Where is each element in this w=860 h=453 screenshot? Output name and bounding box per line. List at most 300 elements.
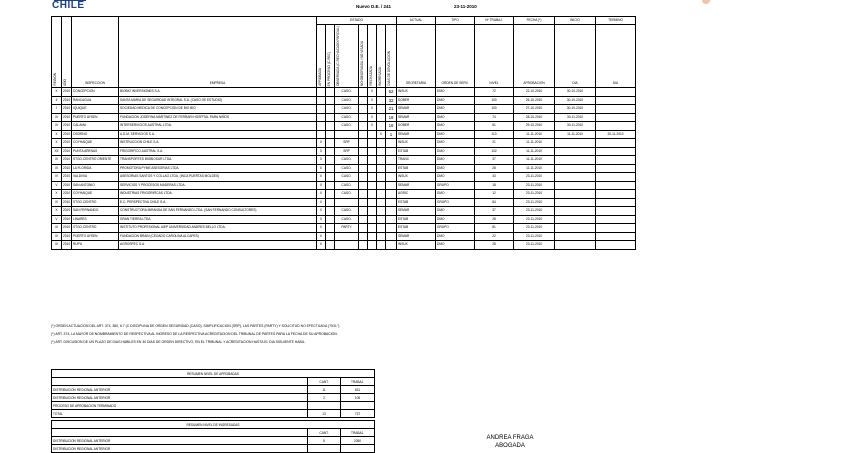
cell-apr: X <box>317 181 326 190</box>
cell-nov <box>359 88 368 97</box>
cell-empresa: ASESORIAS SANTOS Y COLLAO LTDA. (INCA PUERTAS MOLDES) <box>119 173 317 182</box>
cell-act: ESTAB <box>397 198 436 207</box>
cell-act: DOBER <box>397 122 436 131</box>
cell-obs: CASO. <box>335 96 359 105</box>
cell-dev <box>386 215 397 224</box>
table-row <box>52 224 636 233</box>
cell-fecha: 11-11-2010 <box>514 164 555 173</box>
col-ano: AÑO <box>62 17 72 88</box>
cell-ter <box>596 164 636 173</box>
cell-n: 28 <box>475 215 514 224</box>
table-row <box>52 198 636 207</box>
cell-pro <box>326 164 335 173</box>
table-row <box>52 113 636 122</box>
table-row <box>52 215 636 224</box>
cell-rec: X <box>368 122 377 131</box>
cell-ter <box>596 198 636 207</box>
cell-n: 81 <box>475 224 514 233</box>
summary-row <box>52 402 375 410</box>
cell-ano: 2010 <box>62 96 72 105</box>
cell-apr: X <box>317 139 326 148</box>
cell-rec <box>368 181 377 190</box>
cell-ter <box>596 232 636 241</box>
logo-text: CHILE <box>52 0 85 11</box>
cell-rec: X <box>368 88 377 97</box>
cell-obs: CASO. <box>335 88 359 97</box>
cell-apr <box>317 122 326 131</box>
cell-dev <box>386 173 397 182</box>
cell-rec <box>368 241 377 250</box>
col-inicio: INICIO <box>555 17 596 25</box>
cell-region: XI <box>52 241 62 250</box>
cell-n: 74 <box>475 113 514 122</box>
cell-insp: COYHAIQUE <box>72 139 119 148</box>
col-region: REGION <box>52 17 62 88</box>
cell-region: XII <box>52 147 62 156</box>
cell-obs: CASO. <box>335 156 359 165</box>
cell-empresa: PROMOTORA PYME ASESORIAS LTDA. <box>119 164 317 173</box>
cell-empresa: E.C. PERSPECTIVA CHILE S.A. <box>119 198 317 207</box>
cell-ing <box>377 122 386 131</box>
cell-ter <box>596 207 636 216</box>
cell-pro <box>326 156 335 165</box>
cell-ing <box>377 241 386 250</box>
cell-insp: STGO.CENTRO <box>72 224 119 233</box>
cell-ini <box>555 198 596 207</box>
cell-act: ESTAB <box>397 215 436 224</box>
cell-pro <box>326 88 335 97</box>
summary-row <box>52 437 375 445</box>
cell-apr: X <box>317 215 326 224</box>
cell-n: 21 <box>475 139 514 148</box>
cell-pro <box>326 139 335 148</box>
col-no-observada: NO OBSERVADA / NO VISADA <box>359 25 368 88</box>
col-en-proceso: EN PROCESO (C-REC) <box>326 25 335 88</box>
cell-act: ESTAB <box>397 147 436 156</box>
summary-cell-label: DISTRIBUCION REGIONAL ANTERIOR <box>52 445 308 453</box>
cell-ini <box>555 232 596 241</box>
cell-ter <box>596 156 636 165</box>
cell-empresa: INSTITUTO PROFESIONAL AIEP UNIVERSIDAD ANDRES BELLO LTDA. <box>119 224 317 233</box>
summary-row <box>52 386 375 394</box>
summary-cell-cant: 2 <box>308 394 341 402</box>
summary-ingresadas-col-trab: TRABAJ. <box>341 429 375 437</box>
cell-n: 100 <box>475 105 514 114</box>
cell-pro <box>326 122 335 131</box>
cell-fecha: 23-11-2010 <box>514 224 555 233</box>
cell-region: XI <box>52 198 62 207</box>
cell-rec <box>368 130 377 139</box>
cell-tipo: DMO <box>436 105 475 114</box>
cell-tipo: DMO <box>436 173 475 182</box>
cell-fecha: 23-11-2010 <box>514 215 555 224</box>
cell-ano: 2010 <box>62 139 72 148</box>
cell-ini: 30-10-2010 <box>555 88 596 97</box>
cell-rec <box>368 215 377 224</box>
col-rechazada: RECHAZADA <box>368 25 377 88</box>
summary-approved-blank <box>52 378 308 386</box>
cell-dev: 18 <box>386 122 397 131</box>
cell-ini <box>555 241 596 250</box>
cell-act: SEMAR <box>397 181 436 190</box>
summary-approved-col-trab: TRABAJ. <box>341 378 375 386</box>
cell-region: XI <box>52 164 62 173</box>
cell-fecha: 11-11-2010 <box>514 130 555 139</box>
cell-n: 72 <box>475 88 514 97</box>
cell-empresa: SOCIEDAD MEDICA DE CONCEPCION DE BIO BIO <box>119 105 317 114</box>
cell-ter <box>596 88 636 97</box>
col-empresa: EMPRESA <box>119 17 317 88</box>
cell-region: V <box>52 215 62 224</box>
cell-rec: X <box>368 113 377 122</box>
cell-ing <box>377 105 386 114</box>
summary-cell-label: DISTRIBUCION REGIONAL ANTERIOR <box>52 386 308 394</box>
cell-insp: VALDIVIA <box>72 173 119 182</box>
cell-nov <box>359 122 368 131</box>
col-tipo: TIPO <box>436 17 475 25</box>
cell-rec <box>368 198 377 207</box>
cell-pro <box>326 96 335 105</box>
cell-ini: 11-11-2010 <box>555 130 596 139</box>
cell-dev: 52 <box>386 88 397 97</box>
cell-empresa: TRANSPORTES BIOBIOSUR LTDA. <box>119 156 317 165</box>
table-row <box>52 207 636 216</box>
cell-pro <box>326 173 335 182</box>
cell-ing <box>377 156 386 165</box>
table-row <box>52 190 636 199</box>
cell-ter <box>596 139 636 148</box>
cell-obs <box>335 130 359 139</box>
cell-act: SEMAR <box>397 113 436 122</box>
cell-act: INSUX <box>397 139 436 148</box>
cell-rec <box>368 224 377 233</box>
cell-nov <box>359 215 368 224</box>
cell-pro <box>326 215 335 224</box>
summary-cell-label: PROCESO DE APROBACION TERMINADO <box>52 402 308 410</box>
cell-ter <box>596 181 636 190</box>
cell-ini <box>555 224 596 233</box>
cell-empresa: A.D.M. SERVICIOS S.A. <box>119 130 317 139</box>
cell-ing <box>377 215 386 224</box>
cell-region: I <box>52 105 62 114</box>
cell-apr: X <box>317 147 326 156</box>
cell-region: XI <box>52 113 62 122</box>
cell-act: ESTAB <box>397 224 436 233</box>
cell-act: SEMAR <box>397 232 436 241</box>
cell-ano: 2010 <box>62 105 72 114</box>
cell-ter <box>596 113 636 122</box>
cell-dev <box>386 207 397 216</box>
summary-row <box>52 445 375 453</box>
cell-empresa: SANTA MARIA DE SEGURIDAD INTEGRAL S.A. (CASO DE ESTUDIO) <box>119 96 317 105</box>
cell-region: V <box>52 181 62 190</box>
cell-nov <box>359 113 368 122</box>
cell-apr: X <box>317 164 326 173</box>
cell-nov <box>359 96 368 105</box>
cell-ano: 2010 <box>62 190 72 199</box>
cell-tipo: GRUPO <box>436 181 475 190</box>
cell-insp: STGO.CENTRO ORIENTE <box>72 156 119 165</box>
cell-obs: CASO. <box>335 173 359 182</box>
cell-ing <box>377 232 386 241</box>
cell-empresa: SERVICIOS Y PROCESOS MADERAS LTDA. <box>119 181 317 190</box>
cell-obs: SRP <box>335 139 359 148</box>
col-inicio-sub: DIA <box>555 25 596 88</box>
cell-obs <box>335 241 359 250</box>
cell-empresa: FUNDACION BRAIN (CEGADO CAROLINA ALCAPES) <box>119 232 317 241</box>
summary-cell-cant <box>308 445 341 453</box>
cell-apr <box>317 105 326 114</box>
summary-ingresadas-col-cant: CANT. <box>308 429 341 437</box>
cell-ter <box>596 96 636 105</box>
table-row <box>52 156 636 165</box>
cell-empresa: GRAN TIERRA LTDA. <box>119 215 317 224</box>
cell-ano: 2010 <box>62 181 72 190</box>
cell-pro <box>326 224 335 233</box>
cell-rec <box>368 207 377 216</box>
cell-empresa: BIOBIO INVERSIONES S.A. <box>119 88 317 97</box>
cell-act: SEMAR <box>397 105 436 114</box>
cell-region: X <box>52 190 62 199</box>
cell-fecha: 23-11-2010 <box>514 207 555 216</box>
cell-insp: PUNTA ARENAS <box>72 147 119 156</box>
cell-ano: 2010 <box>62 207 72 216</box>
cell-insp: CONCEPCION <box>72 88 119 97</box>
col-tipo-sub: ORDEN DE SERV. <box>436 25 475 88</box>
cell-ini <box>555 207 596 216</box>
cell-insp: STGO.CENTRO <box>72 198 119 207</box>
summary-ingresadas-blank <box>52 429 308 437</box>
cell-apr: X <box>317 207 326 216</box>
cell-tipo: DMO <box>436 139 475 148</box>
cell-pro <box>326 198 335 207</box>
cell-n: 81 <box>475 122 514 131</box>
cell-ing <box>377 147 386 156</box>
cell-nov <box>359 181 368 190</box>
cell-nov <box>359 241 368 250</box>
cell-apr: X <box>317 173 326 182</box>
cell-nov <box>359 164 368 173</box>
cell-ing <box>377 207 386 216</box>
cell-act: INSUX <box>397 241 436 250</box>
cell-nov <box>359 173 368 182</box>
cell-ano: 2010 <box>62 164 72 173</box>
cell-ini <box>555 181 596 190</box>
cell-dev: 32 <box>386 96 397 105</box>
cell-insp: SAN FERNANDO <box>72 207 119 216</box>
cell-pro <box>326 147 335 156</box>
cell-n: 12 <box>475 190 514 199</box>
cell-insp: PUERTO AYSEN <box>72 232 119 241</box>
cell-pro <box>326 181 335 190</box>
col-n-trabaj-sub: NIVEL <box>475 25 514 88</box>
summary-cell-trab <box>341 445 375 453</box>
cell-apr: X <box>317 232 326 241</box>
cell-ing: X <box>377 130 386 139</box>
cell-ano: 2010 <box>62 156 72 165</box>
cell-tipo: GRUPO <box>436 198 475 207</box>
cell-ano: 2010 <box>62 113 72 122</box>
table-row <box>52 241 636 250</box>
table-row <box>52 147 636 156</box>
cell-dev <box>386 147 397 156</box>
col-devolucion: DIAS DE DEVOLUCION <box>386 25 397 88</box>
logo <box>52 0 85 11</box>
cell-obs: CASO. <box>335 190 359 199</box>
approvals-table <box>51 16 636 250</box>
cell-region: XI <box>52 224 62 233</box>
cell-n: 100 <box>475 96 514 105</box>
cell-ing <box>377 88 386 97</box>
cell-ini: 30-11-2010 <box>555 113 596 122</box>
cell-tipo: DMO <box>436 88 475 97</box>
cell-fecha: 11-11-2010 <box>514 139 555 148</box>
cell-insp: PUERTO AYSEN <box>72 113 119 122</box>
cell-rec: X <box>368 105 377 114</box>
cell-fecha: 26-10-2010 <box>514 96 555 105</box>
cell-empresa: INDUSTRIAS FRIGORIFICAS LTDA. <box>119 190 317 199</box>
cell-act: TRANC <box>397 156 436 165</box>
cell-fecha: 23-11-2010 <box>514 181 555 190</box>
cell-ano: 2010 <box>62 198 72 207</box>
cell-tipo: GRUPO <box>436 224 475 233</box>
cell-act: INSUX <box>397 88 436 97</box>
cell-tipo: DMO <box>436 207 475 216</box>
cell-tipo: DMO <box>436 96 475 105</box>
cell-n: 28 <box>475 241 514 250</box>
cell-dev <box>386 156 397 165</box>
cell-dev <box>386 139 397 148</box>
cell-dev: 18 <box>386 113 397 122</box>
cell-n: 37 <box>475 156 514 165</box>
footnote-3: (*) ART. DISCUSION DE UN PLAZO DE DIAS HABILES EN 30 DIAS DE ORDEN DIRECTIVO, EN EL TRIBUNAL Y ACREDITACION HASTA EL DIA SIGUIENTE HABIL. <box>51 340 306 344</box>
cell-fecha: 27-10-2010 <box>514 105 555 114</box>
cell-empresa: CONSTRUCTORA MIRANDA DE SAN FERNANDO LTDA. (SAN FERNANDO CONSULTORES) <box>119 207 317 216</box>
cell-ter <box>596 241 636 250</box>
cell-obs: PARTY <box>335 224 359 233</box>
cell-nov <box>359 139 368 148</box>
cell-ing <box>377 181 386 190</box>
summary-cell-trab: 105 <box>341 394 375 402</box>
summary-ingresadas-title: RESUMEN NIVEL DE INGRESADAS <box>52 421 375 429</box>
cell-insp: LA FLORIDA <box>72 164 119 173</box>
cell-pro <box>326 113 335 122</box>
cell-dev <box>386 190 397 199</box>
cell-act: ESTAB <box>397 164 436 173</box>
summary-cell-label: DISTRIBUCION REGIONAL ANTERIOR <box>52 437 308 445</box>
col-aprobada: APROBADA <box>317 25 326 88</box>
cell-insp: LINARES <box>72 215 119 224</box>
summary-cell-label: DISTRIBUCION REGIONAL ANTERIOR <box>52 394 308 402</box>
cell-tipo: DMO <box>436 147 475 156</box>
cell-fecha: 23-11-2010 <box>514 190 555 199</box>
cell-insp: OSORNO <box>72 130 119 139</box>
cell-region: XI <box>52 156 62 165</box>
cell-ini <box>555 173 596 182</box>
summary-approved-table <box>51 369 375 418</box>
cell-ano: 2010 <box>62 88 72 97</box>
cell-obs: SRP <box>335 147 359 156</box>
cell-act: SEMAR <box>397 130 436 139</box>
cell-apr <box>317 96 326 105</box>
cell-apr <box>317 113 326 122</box>
summary-approved-title: RESUMEN NIVEL DE APROBADAS <box>52 370 375 378</box>
footnotes <box>51 322 571 346</box>
cell-ini: 30-10-2010 <box>555 96 596 105</box>
cell-ano: 2010 <box>62 147 72 156</box>
cell-ini <box>555 215 596 224</box>
cell-dev <box>386 241 397 250</box>
cell-insp: COYHAIQUE <box>72 190 119 199</box>
cell-ter <box>596 190 636 199</box>
cell-obs: CASO. <box>335 122 359 131</box>
cell-empresa: INTERSERVICIOS AUSTRAL LTDA. <box>119 122 317 131</box>
header-date: 23-11-2010 <box>454 4 477 9</box>
cell-region: X <box>52 207 62 216</box>
summary-row <box>52 410 375 418</box>
cell-pro <box>326 232 335 241</box>
table-row <box>52 96 636 105</box>
cell-dev: 1 <box>386 130 397 139</box>
cell-fecha: 11-11-2010 <box>514 147 555 156</box>
corner-mark <box>702 0 710 4</box>
cell-pro <box>326 130 335 139</box>
summary-cell-cant: 13 <box>308 410 341 418</box>
cell-fecha: 23-11-2010 <box>514 198 555 207</box>
cell-ter <box>596 215 636 224</box>
col-termino-sub: DIA <box>596 25 636 88</box>
cell-rec <box>368 156 377 165</box>
cell-insp: CALAMA <box>72 122 119 131</box>
cell-insp: RUPU <box>72 241 119 250</box>
cell-ter <box>596 224 636 233</box>
col-termino: TERMINO <box>596 17 636 25</box>
cell-ano: 2010 <box>62 224 72 233</box>
footnote-1: (*) ORDEN ACTUACION DEL ART. 374, 380, 6.7 (C.DISCIPLINA DE ORDEN SEGURIDAD (CASO), SIMPLIFICACION (SRP), LAS PARTES (PARTY) Y SOLICITUD NO EFECTUADA ("SOL") <box>51 324 340 328</box>
cell-tipo: DMO <box>436 215 475 224</box>
cell-nov <box>359 207 368 216</box>
cell-ini <box>555 190 596 199</box>
cell-tipo: DMO <box>436 164 475 173</box>
cell-fecha: 23-11-2010 <box>514 173 555 182</box>
cell-empresa: AGROSPEC S.A. <box>119 241 317 250</box>
table-row <box>52 232 636 241</box>
cell-region: X <box>52 139 62 148</box>
cell-ing <box>377 173 386 182</box>
cell-tipo: DMO <box>436 241 475 250</box>
cell-rec <box>368 190 377 199</box>
cell-ter: 20-11-2010 <box>596 130 636 139</box>
cell-ing <box>377 164 386 173</box>
cell-ing <box>377 198 386 207</box>
cell-empresa: FUNDACION JOSEFINA MARTINEZ DE FERRARI HOSPITAL PARA NIÑOS <box>119 113 317 122</box>
summary-cell-trab: 2050 <box>341 437 375 445</box>
cell-ano: 2010 <box>62 173 72 182</box>
cell-rec <box>368 232 377 241</box>
cell-fecha: 29-10-2010 <box>514 122 555 131</box>
col-actual-sub: SECRETARIA <box>397 25 436 88</box>
cell-obs: CASO. <box>335 181 359 190</box>
cell-ter <box>596 105 636 114</box>
col-actual: ACTUAL <box>397 17 436 25</box>
cell-fecha: 11-11-2010 <box>514 156 555 165</box>
cell-pro <box>326 241 335 250</box>
table-row <box>52 181 636 190</box>
table-row <box>52 88 636 97</box>
cell-act: SEMAR <box>397 207 436 216</box>
footnote-2: (*) ART. 374, LA MAYOR DE NOMBRAMIENTO DE RESPECTIVA AL INGRESO DE LA RESPECTIVA ACREDITACION DEL TRIBUNAL DE PARTES PARA LA FECHA DE SU APROBACION. <box>51 332 338 336</box>
cell-n: 22 <box>475 232 514 241</box>
